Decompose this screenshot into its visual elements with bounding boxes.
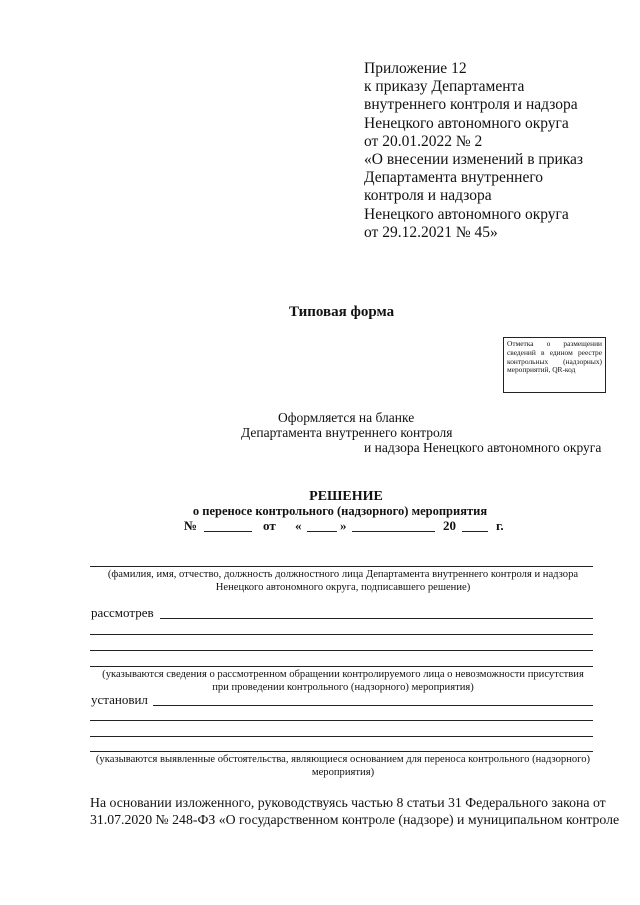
basis-line-2: 31.07.2020 № 248-ФЗ «О государственном контроле (надзоре) и муниципальном контроле [90, 812, 620, 827]
established-field-line-2[interactable] [90, 720, 593, 721]
official-name-field[interactable] [90, 566, 593, 567]
basis-line-1: На основании изложенного, руководствуясь частью 8 статьи 31 Федерального закона от [90, 795, 606, 810]
considered-field-line-4[interactable] [90, 666, 593, 667]
appendix-line: от 29.12.2021 № 45» [364, 223, 498, 241]
decision-title: РЕШЕНИЕ [309, 489, 383, 504]
established-label: установил [91, 692, 148, 707]
caption-line: мероприятия) [311, 767, 375, 778]
caption-line: при проведении контрольного (надзорного) мероприятия) [212, 682, 474, 693]
open-quote: « [295, 518, 302, 533]
appendix-line: Ненецкого автономного округа [364, 205, 569, 223]
circumstances-caption [88, 753, 598, 779]
caption-line: (указываются выявленные обстоятельства, являющиеся основанием для переноса контрольного (надзорного) [95, 754, 591, 765]
considered-label: рассмотрев [91, 605, 154, 620]
year-field[interactable] [462, 531, 488, 532]
appendix-line: контроля и надзора [364, 187, 492, 205]
appendix-line: Ненецкого автономного округа [364, 114, 569, 132]
considered-field-line-3[interactable] [90, 650, 593, 651]
decision-subtitle: о переносе контрольного (надзорного) мероприятия [192, 504, 488, 518]
established-field-line-4[interactable] [90, 751, 593, 752]
caption-line: (указываются сведения о рассмотренном обращении контролируемого лица о невозможности присутствия [102, 669, 584, 680]
close-quote: » [340, 518, 347, 533]
blank-note-line-1: Оформляется на бланке [278, 410, 415, 425]
appendix-line: Приложение 12 [364, 60, 467, 77]
appendix-line: к приказу Департамента [364, 78, 525, 96]
established-field[interactable] [153, 705, 593, 706]
year-prefix: 20 [443, 518, 456, 533]
established-field-line-3[interactable] [90, 736, 593, 737]
caption-line: Ненецкого автономного округа, подписавшего решение) [215, 582, 471, 593]
caption-line: (фамилия, имя, отчество, должность должностного лица Департамента внутреннего контроля и надзора [107, 569, 579, 580]
number-field[interactable] [204, 531, 252, 532]
considered-field[interactable] [160, 618, 593, 619]
year-suffix: г. [496, 518, 504, 533]
official-caption [88, 568, 598, 594]
blank-note-line-3: и надзора Ненецкого автономного округа [364, 440, 602, 455]
appendix-line: от 20.01.2022 № 2 [364, 132, 483, 150]
from-word: от [263, 518, 276, 533]
day-field[interactable] [307, 531, 337, 532]
appendix-line: Департамента внутреннего [364, 169, 544, 187]
appendix-header [364, 60, 624, 242]
basis-paragraph [90, 794, 620, 828]
appendix-line: внутреннего контроля и надзора [364, 96, 578, 114]
request-caption [88, 668, 598, 694]
number-sign: № [184, 518, 198, 533]
blank-note-line-2: Департамента внутреннего контроля [241, 425, 453, 440]
registry-qr-note: Отметка о размещении сведений в едином реестре контрольных (надзорных) мероприятий, QR-код [503, 337, 606, 393]
considered-field-line-2[interactable] [90, 634, 593, 635]
month-field[interactable] [352, 531, 435, 532]
appendix-line: «О внесении изменений в приказ [364, 151, 584, 169]
form-type-heading: Типовая форма [289, 304, 395, 320]
